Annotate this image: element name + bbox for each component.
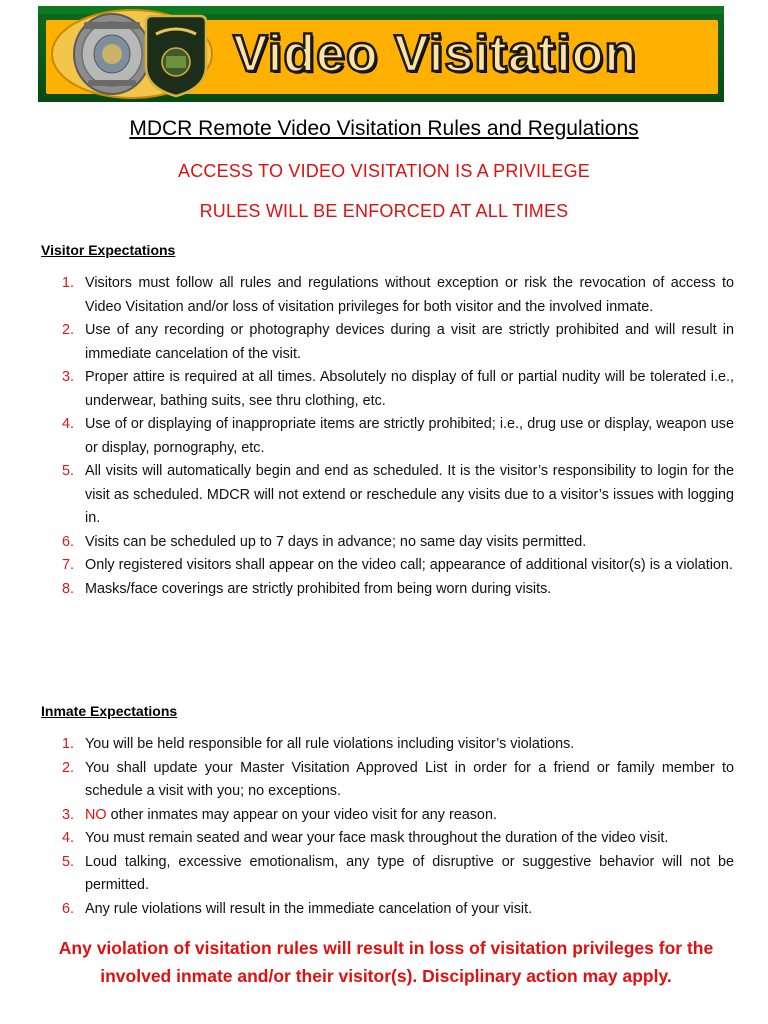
header-banner [38, 6, 724, 102]
list-item: 2. Use of any recording or photography devices during a visit are strictly prohibited and will result in immediate cancelation of the visit. [62, 322, 734, 362]
privilege-headline: ACCESS TO VIDEO VISITATION IS A PRIVILEGE [178, 161, 590, 181]
list-item: 3. Proper attire is required at all times. Absolutely no display of full or partial nudity will be tolerated i.e., underwear, bathing suits, see thru clothing, etc. [62, 369, 734, 409]
list-item: 5. All visits will automatically begin and end as scheduled. It is the visitor’s responsibility to login for the visit as scheduled. MDCR will not extend or reschedule any visits due to a visitor’s issues with logging in. [62, 463, 734, 526]
disciplinary-warning: Any violation of visitation rules will result in loss of visitation privileges for the involved inmate and/or their visitor(s). Disciplinary action may apply. [58, 938, 714, 986]
list-item: 6. Visits can be scheduled up to 7 days in advance; no same day visits permitted. [62, 533, 587, 550]
inmate-rules-list [62, 733, 734, 921]
list-item: 4. Use of or displaying of inappropriate items are strictly prohibited; i.e., drug use or display, weapon use or display, pornography, etc. [62, 416, 734, 456]
list-item: 8. Masks/face coverings are strictly prohibited from being worn during visits. [62, 580, 552, 597]
agency-badges-logo [50, 8, 220, 100]
list-item: 1. You will be held responsible for all rule violations including visitor’s violations. [62, 736, 575, 752]
corrections-shield-icon [146, 16, 206, 96]
list-item: 3. NO other inmates may appear on your video visit for any reason. [62, 806, 497, 823]
emphasis-no: NO [85, 806, 107, 823]
police-badge-icon [74, 14, 150, 94]
list-item: 1. Visitors must follow all rules and regulations without exception or risk the revocation of access to Video Visitation and/or loss of visitation privileges for both visitor and the involved inmate. [62, 275, 734, 315]
list-item: 5. Loud talking, excessive emotionalism, any type of disruptive or suggestive behavior will not be permitted. [62, 853, 734, 893]
list-item: 4. You must remain seated and wear your face mask throughout the duration of the video visit. [62, 830, 669, 846]
visitor-rules-list [62, 272, 734, 601]
inmate-expectations-heading: Inmate Expectations [41, 703, 178, 719]
banner-title: Video Visitation [233, 25, 638, 83]
visitor-expectations-heading: Visitor Expectations [41, 242, 176, 258]
enforcement-headline: RULES WILL BE ENFORCED AT ALL TIMES [199, 201, 569, 221]
list-item: 6. Any rule violations will result in the immediate cancelation of your visit. [62, 900, 533, 917]
list-item: 7. Only registered visitors shall appear on the video call; appearance of additional visitor(s) is a violation. [62, 557, 733, 573]
list-item: 2. You shall update your Master Visitation Approved List in order for a friend or family member to schedule a visit with you; no exceptions. [62, 759, 734, 799]
document-title: MDCR Remote Video Visitation Rules and Regulations [129, 117, 639, 140]
